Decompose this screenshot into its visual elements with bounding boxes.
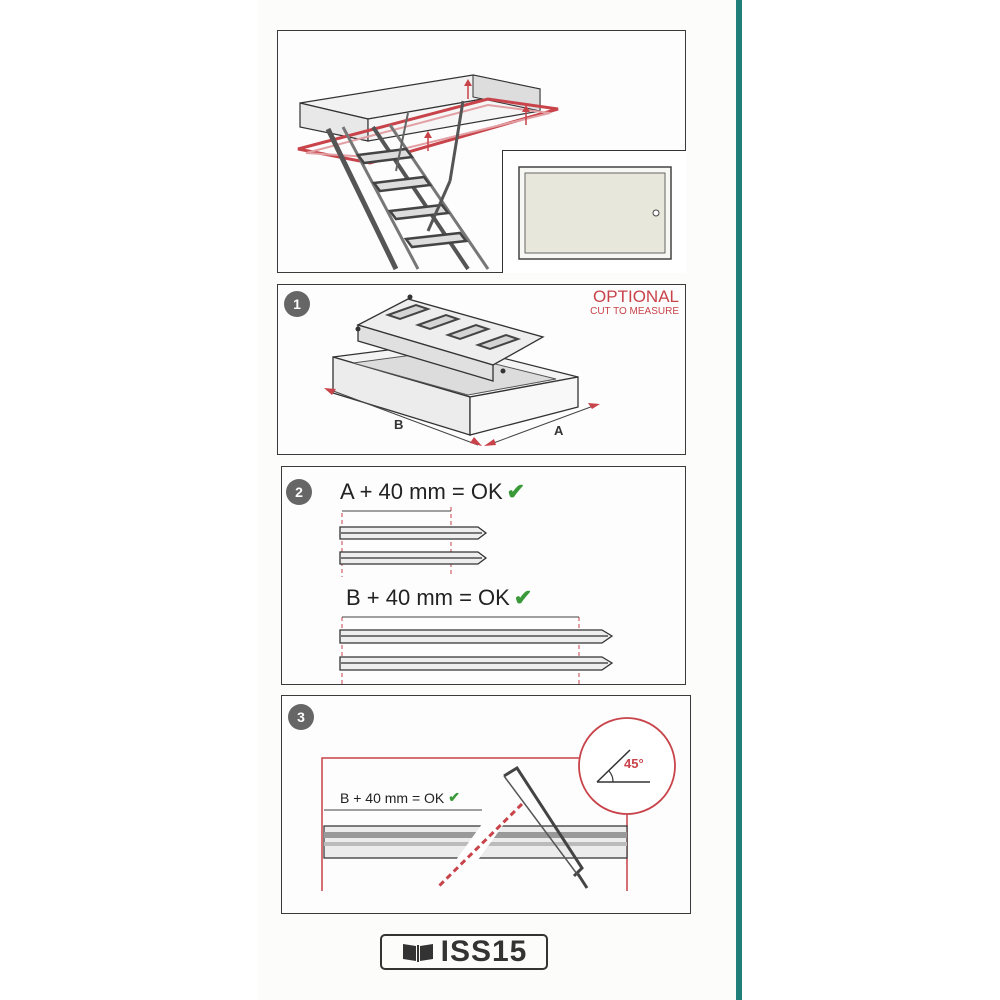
iss15-logo bbox=[380, 934, 548, 970]
equation-b-step3-text: B + 40 mm = OK bbox=[340, 789, 445, 806]
step-badge-2: 2 bbox=[286, 479, 312, 505]
frame-measurement-illustration bbox=[278, 285, 685, 454]
check-mark-icon: ✔ bbox=[448, 789, 460, 805]
overview-panel bbox=[277, 30, 686, 273]
equation-b-text: B + 40 mm = OK bbox=[346, 585, 510, 610]
step-2-panel bbox=[281, 466, 686, 685]
book-icon bbox=[401, 941, 435, 963]
dimension-b-label: B bbox=[394, 417, 404, 432]
equation-b bbox=[346, 585, 532, 611]
equation-b-step3 bbox=[340, 789, 460, 806]
optional-title: OPTIONAL bbox=[593, 287, 679, 306]
closed-hatch-inset bbox=[502, 150, 686, 273]
step-badge-3: 3 bbox=[288, 704, 314, 730]
angle-label: 45° bbox=[624, 756, 644, 771]
step-1-panel bbox=[277, 284, 686, 455]
teal-page-edge bbox=[736, 0, 742, 1000]
dimension-a-label: A bbox=[554, 423, 564, 438]
equation-a-text: A + 40 mm = OK bbox=[340, 479, 503, 504]
logo-text: ISS15 bbox=[440, 935, 528, 968]
step-3-panel bbox=[281, 695, 691, 914]
optional-subtitle: CUT TO MEASURE bbox=[590, 306, 679, 317]
trim-strips-illustration bbox=[282, 467, 685, 684]
check-mark-icon: ✔ bbox=[513, 585, 533, 610]
closed-hatch-illustration bbox=[503, 151, 684, 271]
step-badge-1: 1 bbox=[284, 291, 310, 317]
check-mark-icon: ✔ bbox=[506, 479, 526, 504]
